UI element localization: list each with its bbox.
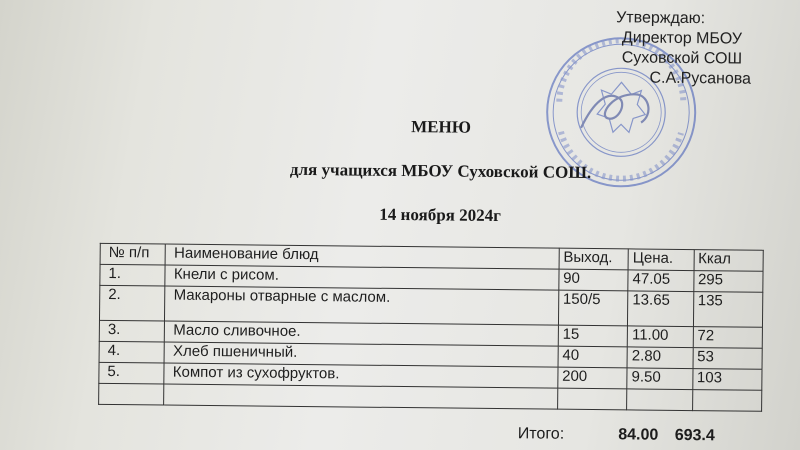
row-price: 9.50 (627, 368, 693, 390)
header-price: Цена. (628, 249, 694, 271)
row-output: 15 (558, 325, 628, 347)
row-number: 1. (100, 264, 166, 286)
row-kcal: 103 (692, 369, 762, 391)
row-price: 11.00 (627, 326, 693, 348)
empty-cell (692, 390, 762, 412)
empty-cell (627, 389, 693, 411)
row-dish-name: Кнели с рисом. (165, 265, 559, 290)
row-output: 150/5 (558, 290, 628, 326)
row-number: 3. (99, 320, 165, 342)
header-number: № п/п (100, 243, 166, 265)
row-dish-name: Хлеб пшеничный. (164, 342, 558, 367)
row-price: 47.05 (628, 270, 694, 292)
header-output: Выход. (559, 248, 629, 270)
approval-line-school: Суховской СОШ (621, 49, 743, 68)
row-kcal: 72 (693, 327, 763, 349)
approval-line-director-name: С.А.Русанова (649, 69, 752, 88)
empty-cell (164, 384, 558, 409)
row-kcal: 53 (693, 348, 763, 370)
row-number: 4. (99, 341, 165, 363)
menu-table (98, 243, 764, 412)
approval-block (601, 8, 751, 90)
row-dish-name: Компот из сухофруктов. (164, 363, 558, 388)
totals-price: 84.00 (618, 426, 659, 444)
menu-title: МЕНЮ (411, 117, 472, 137)
totals-line (518, 425, 715, 445)
empty-cell (99, 383, 165, 405)
row-price: 13.65 (628, 291, 694, 327)
row-output: 40 (558, 346, 628, 368)
empty-cell (557, 388, 627, 410)
row-number: 2. (99, 285, 165, 321)
row-price: 2.80 (627, 347, 693, 369)
row-dish-name: Макароны отварные с маслом. (165, 286, 559, 325)
menu-subtitle: для учащихся МБОУ Суховской СОШ. (289, 159, 592, 182)
header-dish-name: Наименование блюд (165, 244, 559, 269)
totals-kcal: 693.4 (674, 426, 715, 445)
row-output: 90 (559, 269, 629, 291)
approval-line-approve: Утверждаю: (616, 9, 706, 28)
row-number: 5. (99, 362, 165, 384)
row-kcal: 295 (693, 271, 763, 293)
header-kcal: Ккал (694, 250, 764, 272)
approval-line-position: Директор МБОУ (621, 29, 743, 48)
totals-label: Итого: (517, 425, 565, 443)
row-dish-name: Масло сливочное. (165, 321, 559, 346)
row-kcal: 135 (693, 292, 763, 328)
row-output: 200 (558, 367, 628, 389)
menu-date: 14 ноября 2024г (379, 204, 501, 226)
